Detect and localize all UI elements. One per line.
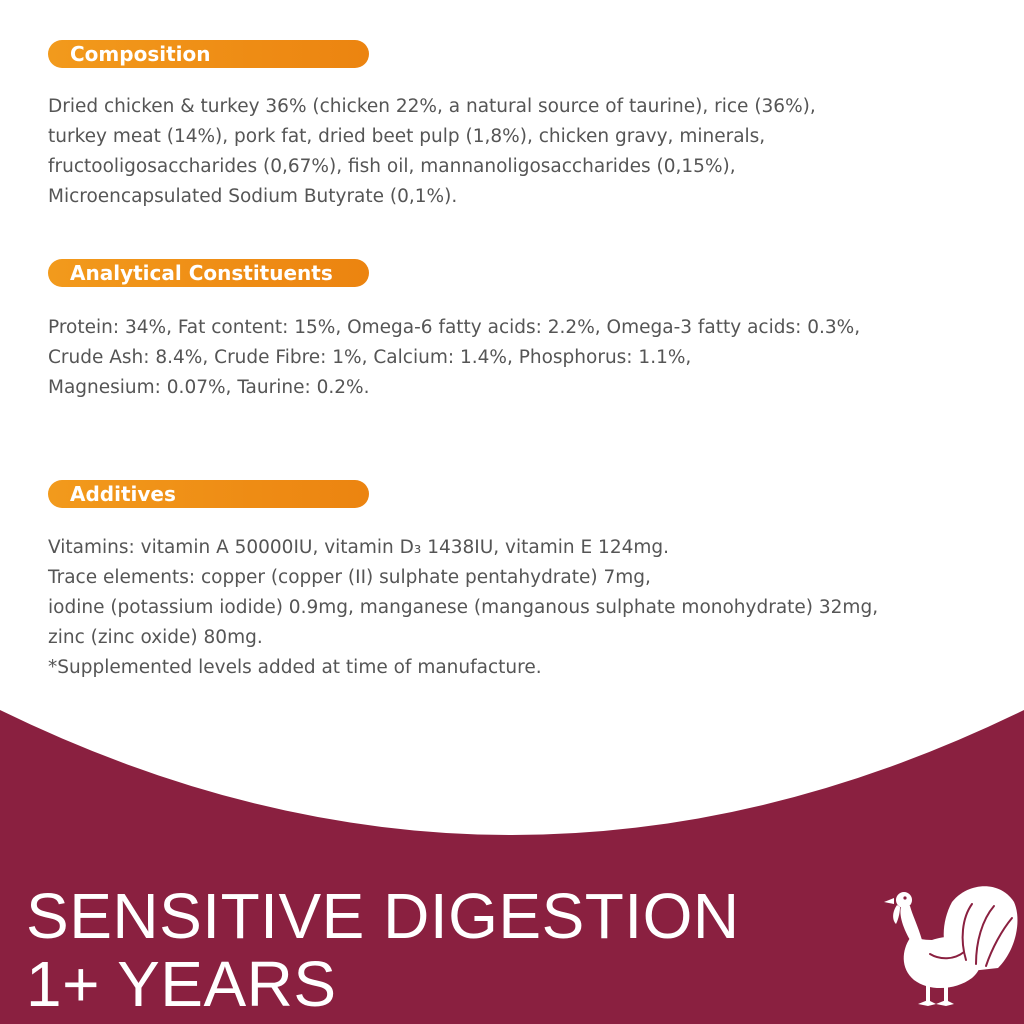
composition-header: Composition: [48, 40, 369, 68]
analytical-line: Crude Ash: 8.4%, Crude Fibre: 1%, Calcium: 1.4%, Phosphorus: 1.1%,: [48, 347, 692, 368]
composition-line: fructooligosaccharides (0,67%), fish oil, mannanoligosaccharides (0,15%),: [48, 156, 736, 177]
hero-title-line1: SENSITIVE DIGESTION: [26, 880, 740, 952]
hero-title-line2: 1+ YEARS: [26, 948, 337, 1020]
analytical-constituents-header: Analytical Constituents: [48, 259, 369, 287]
additives-line: zinc (zinc oxide) 80mg.: [48, 627, 263, 648]
additives-line: Vitamins: vitamin A 50000IU, vitamin D₃ 1438IU, vitamin E 124mg.: [48, 537, 670, 558]
additives-line: *Supplemented levels added at time of manufacture.: [48, 657, 542, 678]
composition-line: turkey meat (14%), pork fat, dried beet pulp (1,8%), chicken gravy, minerals,: [48, 126, 766, 147]
composition-line: Microencapsulated Sodium Butyrate (0,1%).: [48, 186, 458, 207]
composition-line: Dried chicken & turkey 36% (chicken 22%, a natural source of taurine), rice (36%),: [48, 96, 816, 117]
additives-line: Trace elements: copper (copper (II) sulphate pentahydrate) 7mg,: [48, 567, 651, 588]
analytical-line: Magnesium: 0.07%, Taurine: 0.2%.: [48, 377, 370, 398]
additives-header: Additives: [48, 480, 369, 508]
analytical-line: Protein: 34%, Fat content: 15%, Omega-6 fatty acids: 2.2%, Omega-3 fatty acids: 0.3%,: [48, 317, 861, 338]
turkey-icon: [880, 880, 1018, 1010]
additives-line: iodine (potassium iodide) 0.9mg, manganese (manganous sulphate monohydrate) 32mg,: [48, 597, 879, 618]
